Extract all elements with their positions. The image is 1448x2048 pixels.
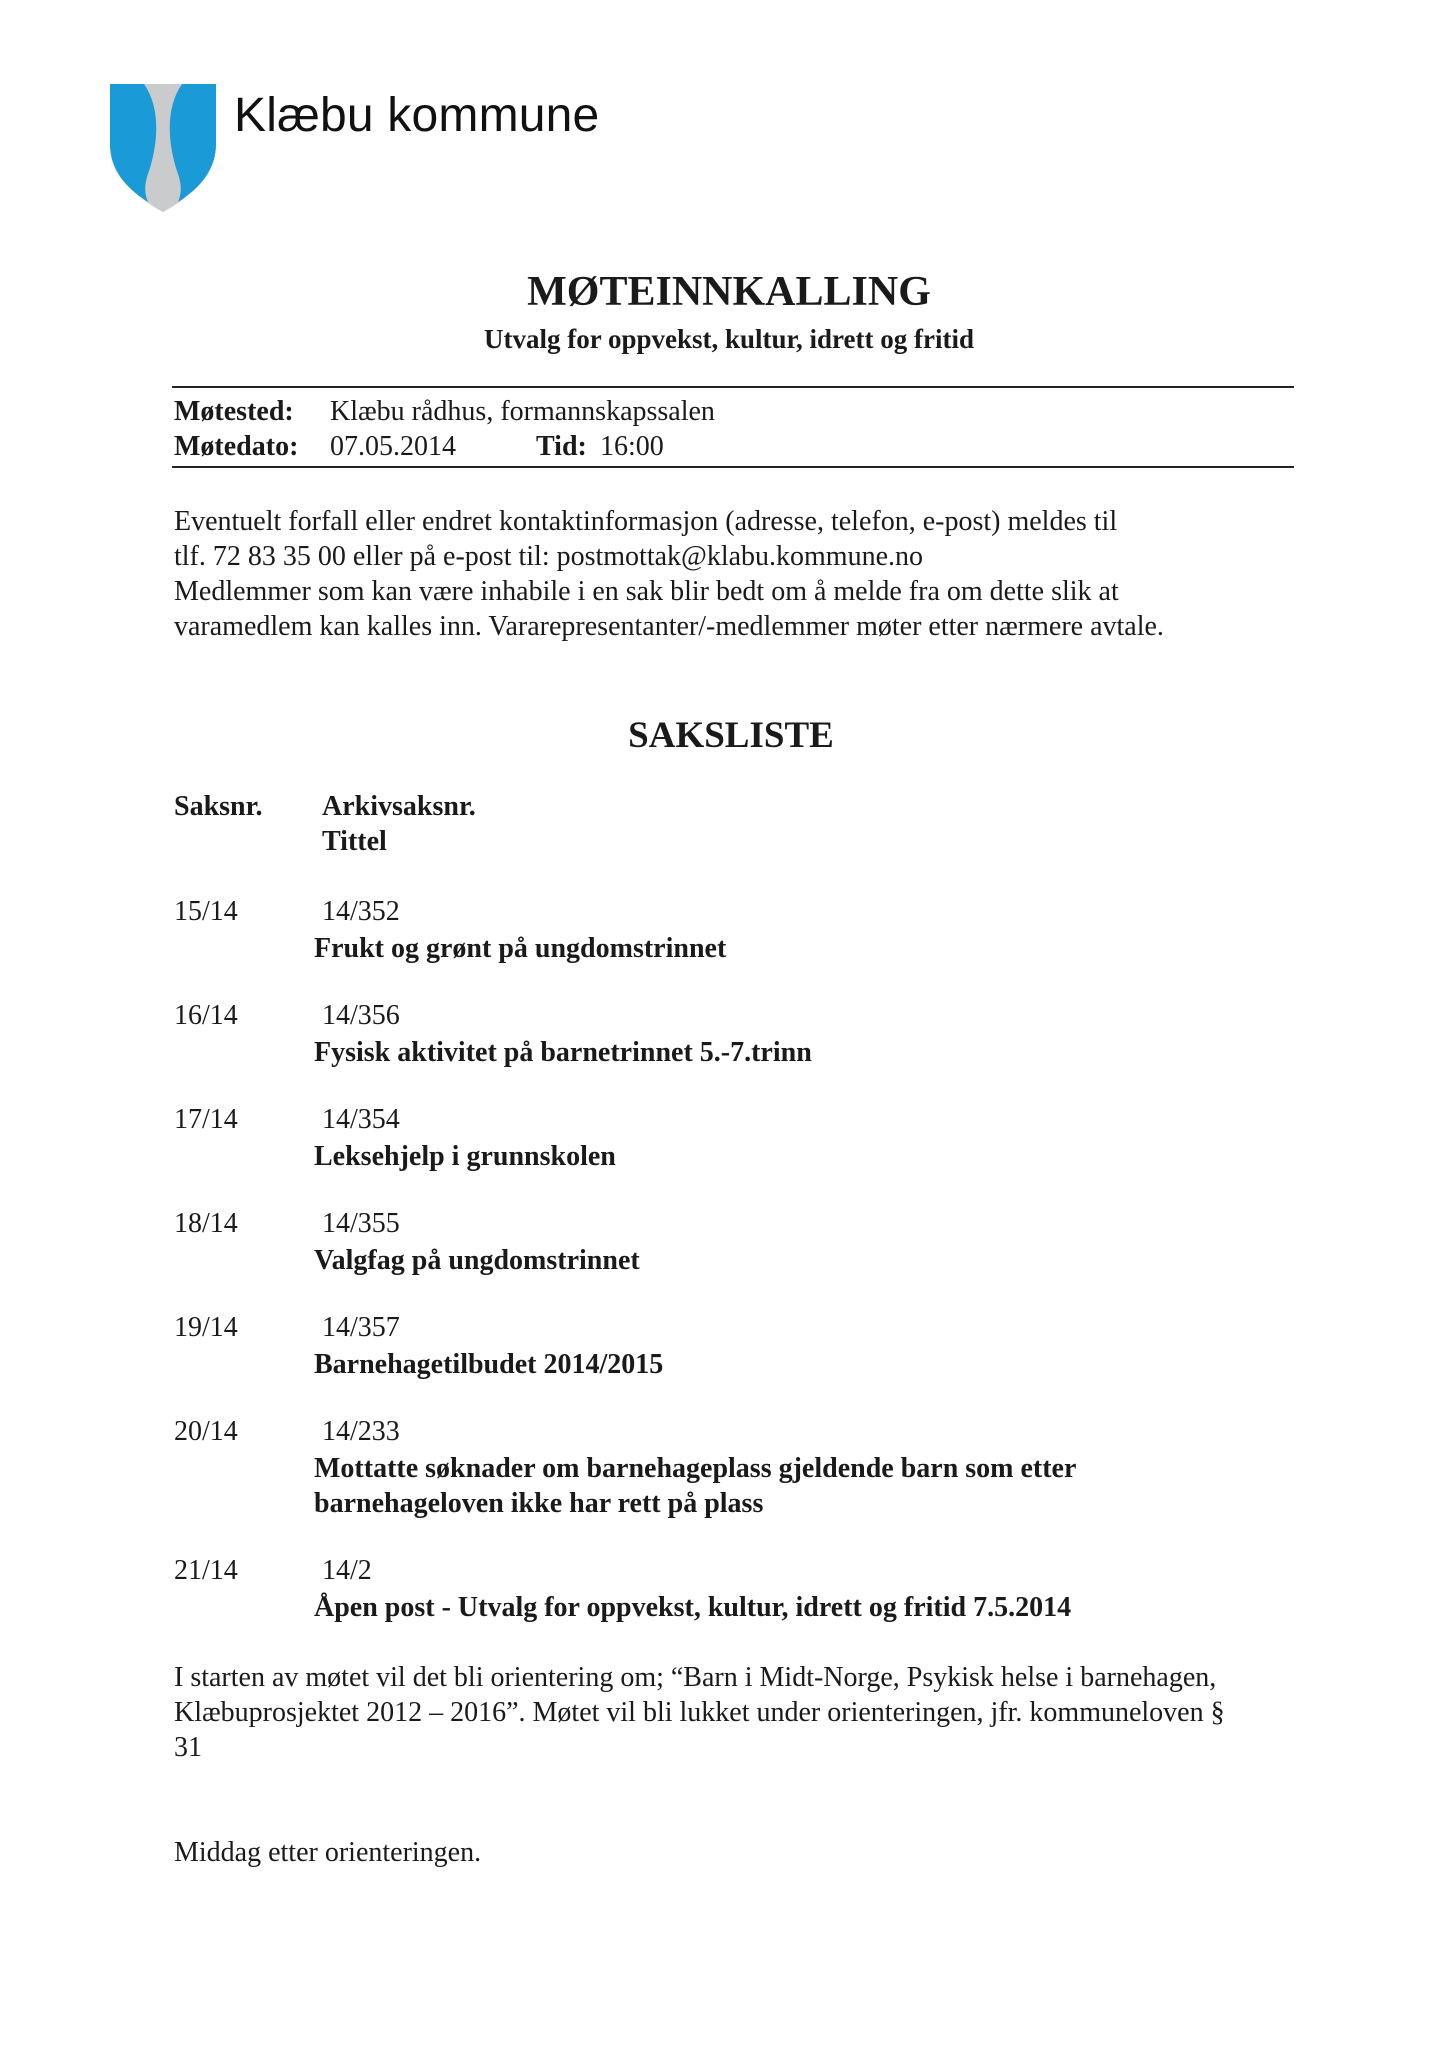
date-label: Møtedato: bbox=[174, 431, 299, 462]
document-subtitle: Utvalg for oppvekst, kultur, idrett og fritid bbox=[483, 324, 975, 354]
place-label: Møtested: bbox=[174, 396, 294, 427]
municipality-shield-logo bbox=[110, 84, 216, 212]
agenda-item-archive-no: 14/352 bbox=[322, 896, 400, 927]
agenda-item-case-no: 18/14 bbox=[174, 1208, 238, 1239]
divider-top bbox=[172, 386, 1294, 388]
notice-line: varamedlem kan kalles inn. Vararepresentanter/-medlemmer møter etter nærmere avtale. bbox=[174, 611, 1164, 642]
col-header-title: Tittel bbox=[322, 826, 387, 857]
col-header-case: Saksnr. bbox=[174, 791, 263, 822]
agenda-item-archive-no: 14/233 bbox=[322, 1416, 400, 1447]
closing-paragraph bbox=[174, 1660, 1304, 1765]
agenda-heading: SAKSLISTE bbox=[628, 715, 834, 756]
notice-paragraph bbox=[174, 504, 1304, 644]
agenda-item-title: Fysisk aktivitet på barnetrinnet 5.-7.trinn bbox=[314, 1037, 812, 1068]
date-value: 07.05.2014 bbox=[330, 431, 456, 462]
notice-line: tlf. 72 83 35 00 eller på e-post til: postmottak@klabu.kommune.no bbox=[174, 541, 924, 572]
agenda-item-case-no: 16/14 bbox=[174, 1000, 238, 1031]
notice-line: Medlemmer som kan være inhabile i en sak blir bedt om å melde fra om dette slik at bbox=[174, 576, 1119, 607]
agenda-item-case-no: 15/14 bbox=[174, 896, 238, 927]
divider-bottom bbox=[172, 466, 1294, 468]
org-name: Klæbu kommune bbox=[234, 89, 600, 142]
dinner-note: Middag etter orienteringen. bbox=[174, 1837, 482, 1868]
agenda-item-archive-no: 14/354 bbox=[322, 1104, 400, 1135]
closing-line: Klæbuprosjektet 2012 – 2016”. Møtet vil bli lukket under orienteringen, jfr. kommuneloven § bbox=[174, 1697, 1225, 1728]
agenda-item-archive-no: 14/357 bbox=[322, 1312, 400, 1343]
agenda-item-title: Leksehjelp i grunnskolen bbox=[314, 1141, 616, 1172]
col-header-archive: Arkivsaksnr. bbox=[322, 791, 476, 822]
closing-line: 31 bbox=[174, 1732, 202, 1763]
agenda-item-archive-no: 14/2 bbox=[322, 1555, 372, 1586]
agenda-item-archive-no: 14/356 bbox=[322, 1000, 400, 1031]
place-value: Klæbu rådhus, formannskapssalen bbox=[330, 396, 715, 427]
time-label: Tid: bbox=[536, 431, 587, 462]
agenda-item-case-no: 19/14 bbox=[174, 1312, 238, 1343]
agenda-item-case-no: 21/14 bbox=[174, 1555, 238, 1586]
agenda-item-title: Valgfag på ungdomstrinnet bbox=[314, 1245, 640, 1276]
agenda-item-case-no: 20/14 bbox=[174, 1416, 238, 1447]
agenda-item-title: Frukt og grønt på ungdomstrinnet bbox=[314, 933, 727, 964]
agenda-item-title: Barnehagetilbudet 2014/2015 bbox=[314, 1349, 664, 1380]
agenda-item-archive-no: 14/355 bbox=[322, 1208, 400, 1239]
time-value: 16:00 bbox=[600, 431, 664, 462]
agenda-item-case-no: 17/14 bbox=[174, 1104, 238, 1135]
agenda-item-title: Åpen post - Utvalg for oppvekst, kultur, idrett og fritid 7.5.2014 bbox=[314, 1592, 1072, 1623]
document-title: MØTEINNKALLING bbox=[527, 269, 931, 315]
closing-line: I starten av møtet vil det bli orientering om; “Barn i Midt-Norge, Psykisk helse i barnehagen, bbox=[174, 1662, 1217, 1693]
agenda-item-title: Mottatte søknader om barnehageplass gjeldende barn som etter barnehageloven ikke har rett på plass bbox=[314, 1453, 1076, 1519]
notice-line: Eventuelt forfall eller endret kontaktinformasjon (adresse, telefon, e-post) meldes til bbox=[174, 506, 1118, 537]
